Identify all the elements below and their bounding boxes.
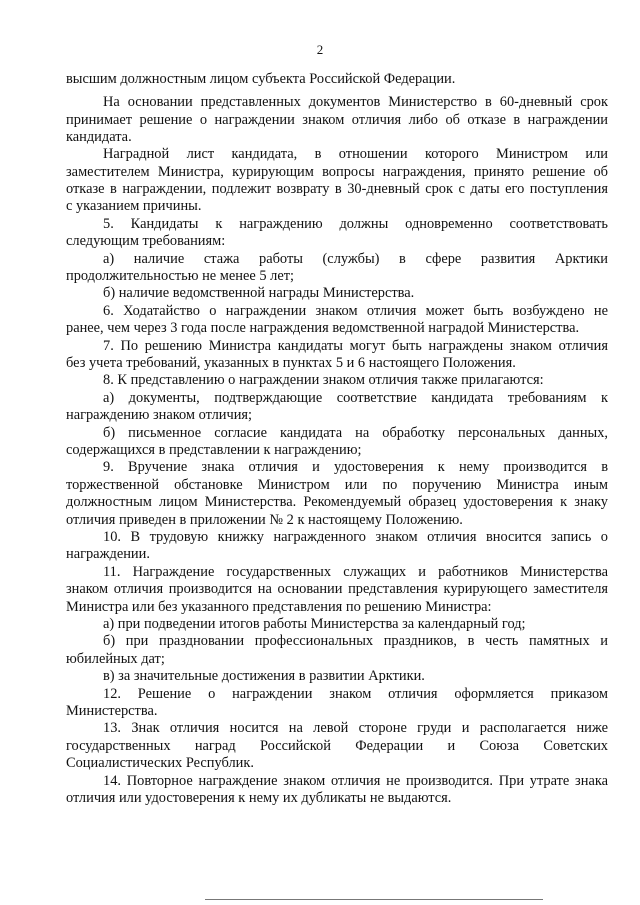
text-line: отличия или удостоверения к нему их дубликаты не выдаются. <box>66 790 452 806</box>
text-line: содержащихся в представлении к награждению; <box>66 442 362 458</box>
text-line: заместителем Министра, курирующим вопросы награждения, принято решение об <box>66 164 608 180</box>
text-line: отказе в награждении, подлежит возврату в 30-дневный срок с даты его поступления <box>66 181 608 197</box>
text-line: а) наличие стажа работы (службы) в сфере развития Арктики <box>103 251 608 267</box>
text-line: следующим требованиям: <box>66 233 226 249</box>
text-line: б) наличие ведомственной награды Министерства. <box>103 285 415 301</box>
page-number: 2 <box>316 42 324 57</box>
text-line: в) за значительные достижения в развитии Арктики. <box>103 668 425 684</box>
text-line: награждении. <box>66 546 150 562</box>
text-line: высшим должностным лицом субъекта Российской Федерации. <box>66 71 456 87</box>
text-line: 5. Кандидаты к награждению должны одновременно соответствовать <box>103 216 608 232</box>
text-line: Наградной лист кандидата, в отношении которого Министром или <box>103 146 608 162</box>
text-line: 11. Награждение государственных служащих и работников Министерства <box>103 564 608 580</box>
text-line: 14. Повторное награждение знаком отличия не производится. При утрате знака <box>103 773 608 789</box>
text-line: принимает решение о награждении знаком отличия либо об отказе в награждении <box>66 112 608 128</box>
text-line: продолжительностью не менее 5 лет; <box>66 268 294 284</box>
text-line: а) документы, подтверждающие соответствие кандидата требованиям к <box>103 390 608 406</box>
text-line: а) при подведении итогов работы Министерства за календарный год; <box>103 616 526 632</box>
text-line: отличия приведен в приложении № 2 к настоящему Положению. <box>66 512 463 528</box>
text-line: кандидата. <box>66 129 132 145</box>
text-line: б) письменное согласие кандидата на обработку персональных данных, <box>103 425 608 441</box>
text-line: Министерства. <box>66 703 158 719</box>
scan-edge-line <box>205 899 543 900</box>
text-line: без учета требований, указанных в пунктах 5 и 6 настоящего Положения. <box>66 355 516 371</box>
text-line: 9. Вручение знака отличия и удостоверения к нему производится в <box>103 459 608 475</box>
text-line: с указанием причины. <box>66 198 202 214</box>
text-line: награждению знаком отличия; <box>66 407 253 423</box>
text-line: 12. Решение о награждении знаком отличия оформляется приказом <box>103 686 608 702</box>
text-line: На основании представленных документов Министерство в 60-дневный срок <box>103 94 608 110</box>
text-line: государственных наград Российской Федерации и Союза Советских <box>66 738 608 754</box>
text-line: ранее, чем через 3 года после награждения ведомственной наградой Министерства. <box>66 320 580 336</box>
text-line: торжественной обстановке Министром или по поручению Министра иным <box>66 477 608 493</box>
text-line: знаком отличия производится на основании представления курирующего заместителя <box>66 581 608 597</box>
text-line: 13. Знак отличия носится на левой стороне груди и располагается ниже <box>103 720 608 736</box>
text-line: 6. Ходатайство о награждении знаком отличия может быть возбуждено не <box>103 303 608 319</box>
text-line: б) при праздновании профессиональных праздников, в честь памятных и <box>103 633 608 649</box>
text-line: юбилейных дат; <box>66 651 165 667</box>
text-line: должностным лицом Министерства. Рекомендуемый образец удостоверения к знаку <box>66 494 608 510</box>
text-line: Министра или без указанного представления по решению Министра: <box>66 599 492 615</box>
text-line: 7. По решению Министра кандидаты могут быть награждены знаком отличия <box>103 338 608 354</box>
text-line: Социалистических Республик. <box>66 755 254 771</box>
text-line: 8. К представлению о награждении знаком отличия также прилагаются: <box>103 372 544 388</box>
text-line: 10. В трудовую книжку награжденного знаком отличия вносится запись о <box>103 529 608 545</box>
